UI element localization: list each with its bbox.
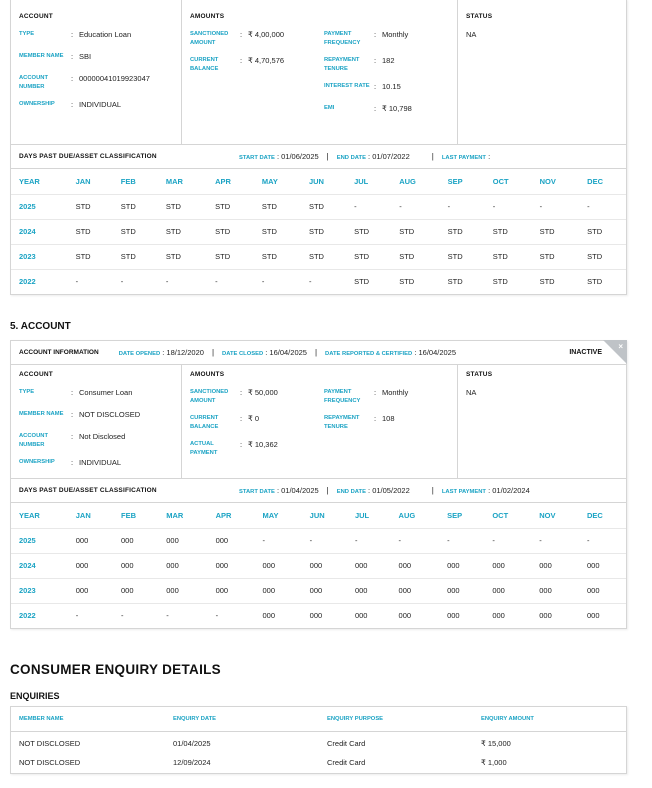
field-interest-rate: INTEREST RATE : 10.15: [324, 82, 401, 91]
enquiries-card: [10, 706, 627, 774]
field-account-number: ACCOUNT NUMBER : Not Disclosed: [19, 432, 126, 448]
account-5-title: 5. ACCOUNT: [10, 321, 71, 332]
account-4-details: [11, 0, 626, 145]
account-4-card: [10, 0, 627, 295]
amounts-header: AMOUNTS: [190, 371, 225, 378]
dpd-row: 2023 STD STD STD STD STD STD STD STD STD STD STD STD: [11, 244, 626, 269]
start-date: START DATE : 01/04/2025: [239, 486, 319, 495]
dpd-row: 2022 - - - - - - STD STD STD STD STD STD: [11, 269, 626, 294]
account-column: [11, 0, 182, 144]
status-value: NA: [466, 388, 477, 397]
account-header: ACCOUNT: [19, 371, 53, 378]
status-column: [458, 0, 626, 144]
status-column: [458, 365, 626, 478]
dpd-table: [11, 169, 626, 294]
enquiry-header-row: MEMBER NAME ENQUIRY DATE ENQUIRY PURPOSE ENQUIRY AMOUNT: [11, 707, 626, 731]
field-payment-frequency: PAYMENT FREQUENCY : Monthly: [324, 30, 409, 46]
field-actual-payment: ACTUAL PAYMENT : ₹ 10,362: [190, 440, 278, 456]
field-repayment-tenure: REPAYMENT TENURE : 182: [324, 56, 395, 72]
corner-ribbon: [603, 340, 627, 364]
account-info-header: ACCOUNT INFORMATION DATE OPENED : 18/12/2020 | DATE CLOSED : 16/04/2025 | DATE REPORTED & CERTIFIED : 16/04/2025 INACTIVE ×: [11, 341, 626, 365]
field-ownership: OWNERSHIP : INDIVIDUAL: [19, 100, 122, 109]
dpd-title: DAYS PAST DUE/ASSET CLASSIFICATION: [19, 153, 157, 160]
amounts-column: [182, 0, 458, 144]
field-type: TYPE : Education Loan: [19, 30, 132, 39]
date-closed: DATE CLOSED : 16/04/2025: [222, 348, 307, 357]
account-5-details: [11, 365, 626, 479]
status-header: STATUS: [466, 371, 493, 378]
field-member-name: MEMBER NAME : SBI: [19, 52, 92, 61]
field-payment-frequency: PAYMENT FREQUENCY : Monthly: [324, 388, 409, 404]
status-header: STATUS: [466, 13, 493, 20]
dpd-header: DAYS PAST DUE/ASSET CLASSIFICATION START DATE : 01/06/2025 | END DATE : 01/07/2022 | LAST PAYMENT :: [11, 145, 626, 169]
last-payment: LAST PAYMENT : 01/02/2024: [441, 486, 530, 495]
account-5-card: [10, 340, 627, 629]
account-header: ACCOUNT: [19, 13, 53, 20]
enquiries-table: [11, 707, 626, 773]
account-column: [11, 365, 182, 478]
field-sanctioned-amount: SANCTIONED AMOUNT : ₹ 4,00,000: [190, 30, 285, 46]
dpd-month-header: YEAR JAN FEB MAR APR MAY JUN JUL AUG SEP OCT NOV DEC: [19, 176, 604, 186]
field-sanctioned-amount: SANCTIONED AMOUNT : ₹ 50,000: [190, 388, 278, 404]
dpd-row: 2022 - - - - 000 000 000 000 000 000 000 000: [11, 603, 626, 628]
close-icon[interactable]: ×: [618, 342, 623, 351]
end-date: END DATE : 01/07/2022: [336, 152, 410, 161]
status-value: NA: [466, 30, 477, 39]
field-emi: EMI : ₹ 10,798: [324, 104, 412, 113]
field-repayment-tenure: REPAYMENT TENURE : 108: [324, 414, 395, 430]
last-payment: LAST PAYMENT :: [441, 152, 491, 161]
field-type: TYPE : Consumer Loan: [19, 388, 133, 397]
dpd-row: 2024 000 000 000 000 000 000 000 000 000 000 000 000: [11, 553, 626, 578]
date-reported: DATE REPORTED & CERTIFIED : 16/04/2025: [325, 348, 457, 357]
dpd-row: 2025 000 000 000 000 - - - - - - - -: [11, 528, 626, 553]
field-ownership: OWNERSHIP : INDIVIDUAL: [19, 458, 122, 467]
dpd-row: 2025 STD STD STD STD STD STD - - - - - -: [11, 194, 626, 219]
field-account-number: ACCOUNT NUMBER : 00000041019923047: [19, 74, 150, 90]
consumer-enquiry-title: CONSUMER ENQUIRY DETAILS: [10, 662, 221, 677]
end-date: END DATE : 01/05/2022: [336, 486, 410, 495]
date-opened: DATE OPENED : 18/12/2020: [118, 348, 204, 357]
status-badge: INACTIVE: [569, 349, 602, 356]
amounts-column: [182, 365, 458, 478]
start-date: START DATE : 01/06/2025: [239, 152, 319, 161]
field-current-balance: CURRENT BALANCE : ₹ 4,70,576: [190, 56, 285, 72]
dpd-title: DAYS PAST DUE/ASSET CLASSIFICATION: [19, 487, 157, 494]
enquiries-subtitle: ENQUIRIES: [10, 691, 60, 701]
enquiry-row: NOT DISCLOSED 12/09/2024 Credit Card ₹ 1,000: [19, 758, 507, 767]
dpd-table: [11, 503, 626, 628]
dpd-row: 2024 STD STD STD STD STD STD STD STD STD STD STD STD: [11, 219, 626, 244]
field-member-name: MEMBER NAME : NOT DISCLOSED: [19, 410, 141, 419]
dpd-header: DAYS PAST DUE/ASSET CLASSIFICATION START DATE : 01/04/2025 | END DATE : 01/05/2022 | LAST PAYMENT : 01/02/2024: [11, 479, 626, 503]
amounts-header: AMOUNTS: [190, 13, 225, 20]
dpd-row: 2023 000 000 000 000 000 000 000 000 000 000 000 000: [11, 578, 626, 603]
info-title: ACCOUNT INFORMATION: [19, 349, 99, 356]
enquiry-row: NOT DISCLOSED 01/04/2025 Credit Card ₹ 15,000: [19, 739, 511, 749]
dpd-month-header: YEAR JAN FEB MAR APR MAY JUN JUL AUG SEP OCT NOV DEC: [19, 510, 603, 520]
field-current-balance: CURRENT BALANCE : ₹ 0: [190, 414, 260, 430]
